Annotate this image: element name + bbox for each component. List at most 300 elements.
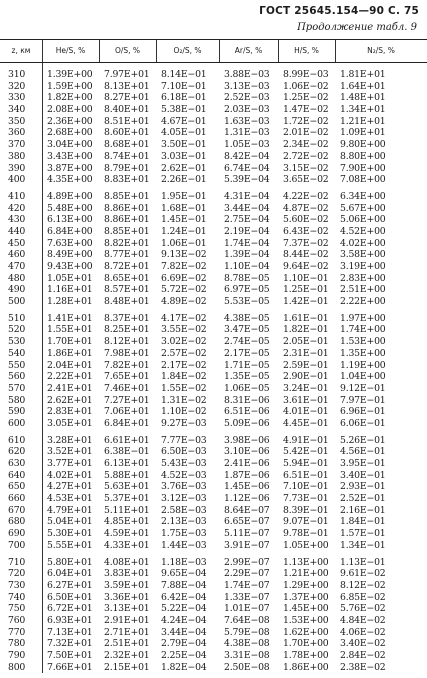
altitude-cell: 670 (8, 504, 26, 516)
altitude-cell: 350 (8, 115, 26, 127)
value-cell: 2.99E−07 (224, 556, 270, 568)
value-cell: 6.51E−06 (224, 406, 270, 418)
value-cell: 2.36E+00 (47, 115, 93, 127)
value-cell: 2.29E−07 (224, 568, 270, 580)
value-cell: 1.78E+00 (283, 650, 329, 661)
row-group (0, 313, 427, 430)
value-cell: 1.19E+00 (340, 359, 386, 371)
value-cell: 9.64E−02 (283, 261, 329, 272)
value-cell: 2.52E−01 (340, 493, 386, 505)
table-row (0, 226, 427, 238)
value-cell: 8.79E+01 (104, 162, 150, 174)
value-cell: 7.64E−08 (224, 614, 270, 626)
value-cell: 7.46E+01 (104, 382, 150, 394)
row-group (0, 69, 427, 186)
altitude-cell: 330 (8, 92, 26, 104)
altitude-cell: 700 (8, 539, 26, 551)
value-cell: 6.06E−01 (340, 417, 386, 429)
value-cell: 8.64E−07 (224, 504, 270, 516)
table-row (0, 92, 427, 104)
value-cell: 3.95E−01 (340, 458, 386, 469)
table-row (0, 516, 427, 528)
value-cell: 2.22E+01 (47, 371, 93, 383)
altitude-cell: 340 (8, 104, 26, 116)
table-row (0, 203, 427, 215)
value-cell: 3.10E−06 (224, 446, 270, 458)
value-cell: 2.17E−05 (224, 347, 270, 359)
value-cell: 4.67E−01 (161, 115, 207, 127)
value-cell: 1.35E+00 (340, 347, 386, 359)
table-row (0, 603, 427, 615)
value-cell: 4.87E−02 (283, 202, 329, 214)
value-cell: 8.27E+01 (104, 92, 150, 104)
value-cell: 1.05E+00 (283, 539, 329, 551)
value-cell: 1.12E−06 (224, 493, 270, 505)
altitude-cell: 550 (8, 359, 26, 371)
table-row (0, 557, 427, 569)
value-cell: 1.25E−02 (283, 92, 329, 104)
value-cell: 7.37E−02 (283, 237, 329, 249)
col-header-altitude: z, км (11, 46, 31, 55)
value-cell: 1.06E−02 (283, 80, 329, 92)
table-row (0, 139, 427, 151)
altitude-cell: 430 (8, 214, 26, 226)
value-cell: 9.27E−03 (161, 417, 207, 429)
value-cell: 8.14E−01 (161, 69, 207, 80)
value-cell: 7.82E−02 (161, 261, 207, 272)
value-cell: 7.10E−01 (161, 80, 207, 92)
value-cell: 2.26E−01 (161, 174, 207, 186)
value-cell: 2.51E+00 (340, 284, 386, 296)
value-cell: 3.91E−07 (224, 539, 270, 551)
value-cell: 7.50E+01 (47, 650, 93, 661)
value-cell: 1.31E−03 (224, 127, 270, 139)
table-row (0, 493, 427, 505)
value-cell: 2.08E+00 (47, 104, 93, 116)
altitude-cell: 760 (8, 614, 26, 626)
value-cell: 3.31E−08 (224, 650, 270, 661)
value-cell: 2.83E+00 (340, 272, 386, 284)
value-cell: 8.48E+01 (104, 296, 150, 308)
table-row (0, 336, 427, 348)
value-cell: 5.55E+01 (47, 539, 93, 551)
table-row (0, 446, 427, 458)
value-cell: 8.86E+01 (104, 202, 150, 214)
value-cell: 2.90E−01 (283, 371, 329, 383)
value-cell: 6.18E−01 (161, 92, 207, 104)
value-cell: 1.29E+00 (283, 579, 329, 591)
value-cell: 5.30E+01 (47, 528, 93, 540)
value-cell: 2.41E−06 (224, 458, 270, 469)
value-cell: 2.04E+01 (47, 359, 93, 371)
value-cell: 4.56E−01 (340, 446, 386, 458)
altitude-cell: 420 (8, 202, 26, 214)
value-cell: 3.44E−04 (224, 202, 270, 214)
altitude-cell: 540 (8, 347, 26, 359)
value-cell: 1.59E+00 (47, 80, 93, 92)
altitude-cell: 510 (8, 312, 26, 324)
value-cell: 1.04E+00 (340, 371, 386, 383)
value-cell: 8.65E+01 (104, 272, 150, 284)
value-cell: 4.52E+00 (340, 225, 386, 237)
altitude-cell: 690 (8, 528, 26, 540)
value-cell: 8.31E−06 (224, 394, 270, 406)
value-cell: 7.66E+01 (47, 661, 93, 673)
value-cell: 1.74E−04 (224, 237, 270, 249)
value-cell: 2.79E−04 (161, 638, 207, 650)
value-cell: 8.72E+01 (104, 261, 150, 272)
value-cell: 9.61E−02 (340, 568, 386, 580)
value-cell: 1.16E+01 (47, 284, 93, 296)
value-cell: 1.18E−03 (161, 556, 207, 568)
value-cell: 1.10E−04 (224, 261, 270, 272)
altitude-cell: 450 (8, 237, 26, 249)
table-row (0, 568, 427, 580)
value-cell: 7.65E+01 (104, 371, 150, 383)
value-cell: 6.65E−07 (224, 516, 270, 528)
table-row (0, 163, 427, 175)
value-cell: 1.62E+00 (283, 626, 329, 638)
value-cell: 7.63E+00 (47, 237, 93, 249)
value-cell: 8.40E+01 (104, 104, 150, 116)
value-cell: 3.28E+01 (47, 434, 93, 446)
altitude-cell: 570 (8, 382, 26, 394)
value-cell: 2.62E+01 (47, 394, 93, 406)
value-cell: 8.39E−01 (283, 504, 329, 516)
row-group (0, 435, 427, 552)
value-cell: 2.51E+01 (104, 638, 150, 650)
value-cell: 1.41E+01 (47, 312, 93, 324)
value-cell: 4.91E−01 (283, 434, 329, 446)
value-cell: 1.05E+01 (47, 272, 93, 284)
value-cell: 2.03E−03 (224, 104, 270, 116)
value-cell: 3.47E−05 (224, 324, 270, 336)
altitude-cell: 680 (8, 516, 26, 528)
table-header (0, 39, 427, 63)
altitude-cell: 600 (8, 417, 26, 429)
value-cell: 5.72E−02 (161, 284, 207, 296)
value-cell: 1.34E+01 (340, 104, 386, 116)
value-cell: 1.74E−07 (224, 579, 270, 591)
value-cell: 2.83E+01 (47, 406, 93, 418)
altitude-cell: 630 (8, 458, 26, 469)
value-cell: 1.53E+00 (340, 336, 386, 348)
value-cell: 1.68E−01 (161, 202, 207, 214)
value-cell: 6.13E+01 (104, 458, 150, 469)
value-cell: 2.31E−01 (283, 347, 329, 359)
value-cell: 4.33E+01 (104, 539, 150, 551)
table-row (0, 296, 427, 308)
table-row (0, 627, 427, 639)
altitude-cell: 500 (8, 296, 26, 308)
value-cell: 6.50E+01 (47, 591, 93, 603)
altitude-cell: 440 (8, 225, 26, 237)
value-cell: 6.93E+01 (47, 614, 93, 626)
value-cell: 7.90E+00 (340, 162, 386, 174)
value-cell: 6.42E−04 (161, 591, 207, 603)
value-cell: 2.19E−04 (224, 225, 270, 237)
value-cell: 1.34E−01 (340, 539, 386, 551)
value-cell: 3.58E+00 (340, 249, 386, 261)
table-row (0, 360, 427, 372)
col-header-h: H/S, % (294, 46, 319, 55)
value-cell: 4.79E+01 (47, 504, 93, 516)
value-cell: 7.97E+01 (104, 69, 150, 80)
value-cell: 1.39E−04 (224, 249, 270, 261)
row-group (0, 557, 427, 674)
value-cell: 1.06E−01 (161, 237, 207, 249)
value-cell: 6.96E−01 (340, 406, 386, 418)
altitude-cell: 370 (8, 139, 26, 151)
value-cell: 6.97E−05 (224, 284, 270, 296)
value-cell: 3.88E−03 (224, 69, 270, 80)
value-cell: 2.17E−02 (161, 359, 207, 371)
value-cell: 8.82E+01 (104, 237, 150, 249)
value-cell: 9.13E−02 (161, 249, 207, 261)
value-cell: 6.61E+01 (104, 434, 150, 446)
table-row (0, 615, 427, 627)
value-cell: 9.12E−01 (340, 382, 386, 394)
value-cell: 6.69E−02 (161, 272, 207, 284)
value-cell: 2.58E−03 (161, 504, 207, 516)
value-cell: 1.97E+00 (340, 312, 386, 324)
table-row (0, 116, 427, 128)
value-cell: 4.01E−01 (283, 406, 329, 418)
value-cell: 6.04E+01 (47, 568, 93, 580)
value-cell: 3.55E−02 (161, 324, 207, 336)
table-row (0, 481, 427, 493)
value-cell: 7.73E−01 (283, 493, 329, 505)
table-row (0, 348, 427, 360)
value-cell: 1.06E−05 (224, 382, 270, 394)
value-cell: 2.84E−02 (340, 650, 386, 661)
value-cell: 4.35E+00 (47, 174, 93, 186)
value-cell: 5.63E+01 (104, 481, 150, 493)
value-cell: 1.61E−01 (283, 312, 329, 324)
value-cell: 1.53E+00 (283, 614, 329, 626)
value-cell: 8.86E+01 (104, 214, 150, 226)
table-row (0, 505, 427, 517)
value-cell: 1.44E−03 (161, 539, 207, 551)
value-cell: 6.85E−02 (340, 591, 386, 603)
table-row (0, 261, 427, 273)
value-cell: 1.45E−01 (161, 214, 207, 226)
value-cell: 7.10E−01 (283, 481, 329, 493)
value-cell: 2.57E−02 (161, 347, 207, 359)
value-cell: 4.53E+01 (47, 493, 93, 505)
value-cell: 8.12E+01 (104, 336, 150, 348)
value-cell: 5.67E+00 (340, 202, 386, 214)
value-cell: 3.43E+00 (47, 150, 93, 162)
table-row (0, 395, 427, 407)
value-cell: 2.72E−02 (283, 150, 329, 162)
table-row (0, 238, 427, 250)
value-cell: 1.10E−02 (161, 406, 207, 418)
value-cell: 5.60E−02 (283, 214, 329, 226)
value-cell: 4.84E−02 (340, 614, 386, 626)
value-cell: 4.38E−05 (224, 312, 270, 324)
row-group (0, 191, 427, 308)
value-cell: 2.38E−02 (340, 661, 386, 673)
value-cell: 8.60E+01 (104, 127, 150, 139)
value-cell: 1.28E+01 (47, 296, 93, 308)
value-cell: 1.48E+01 (340, 92, 386, 104)
value-cell: 1.86E+01 (47, 347, 93, 359)
value-cell: 6.74E−04 (224, 162, 270, 174)
value-cell: 4.24E−04 (161, 614, 207, 626)
value-cell: 3.77E+01 (47, 458, 93, 469)
table-row (0, 284, 427, 296)
col-header-o2: O₂/S, % (173, 46, 202, 55)
value-cell: 4.89E−02 (161, 296, 207, 308)
value-cell: 8.57E+01 (104, 284, 150, 296)
value-cell: 3.44E−04 (161, 626, 207, 638)
value-cell: 7.32E+01 (47, 638, 93, 650)
value-cell: 3.13E−03 (224, 80, 270, 92)
value-cell: 2.41E+01 (47, 382, 93, 394)
value-cell: 1.75E−03 (161, 528, 207, 540)
value-cell: 2.22E+00 (340, 296, 386, 308)
value-cell: 3.65E−02 (283, 174, 329, 186)
value-cell: 2.59E−01 (283, 359, 329, 371)
value-cell: 3.04E+00 (47, 139, 93, 151)
value-cell: 2.71E+01 (104, 626, 150, 638)
value-cell: 2.75E−04 (224, 214, 270, 226)
table-row (0, 580, 427, 592)
altitude-cell: 410 (8, 190, 26, 202)
value-cell: 6.34E+00 (340, 190, 386, 202)
value-cell: 1.24E−01 (161, 225, 207, 237)
value-cell: 8.44E−02 (283, 249, 329, 261)
value-cell: 7.13E+01 (47, 626, 93, 638)
value-cell: 9.78E−01 (283, 528, 329, 540)
table-row (0, 638, 427, 650)
value-cell: 3.40E−02 (340, 638, 386, 650)
value-cell: 4.08E+01 (104, 556, 150, 568)
value-cell: 1.82E−01 (283, 324, 329, 336)
altitude-cell: 590 (8, 406, 26, 418)
value-cell: 8.42E−04 (224, 150, 270, 162)
value-cell: 2.34E−02 (283, 139, 329, 151)
value-cell: 3.76E−03 (161, 481, 207, 493)
value-cell: 8.85E+01 (104, 190, 150, 202)
value-cell: 3.02E−02 (161, 336, 207, 348)
value-cell: 2.93E−01 (340, 481, 386, 493)
table-row (0, 151, 427, 163)
value-cell: 5.38E−01 (161, 104, 207, 116)
value-cell: 4.06E−02 (340, 626, 386, 638)
altitude-cell: 640 (8, 469, 26, 481)
table-row (0, 592, 427, 604)
table-row (0, 540, 427, 552)
table-body (0, 63, 427, 673)
value-cell: 4.45E−01 (283, 417, 329, 429)
altitude-cell: 610 (8, 434, 26, 446)
altitude-cell: 490 (8, 284, 26, 296)
value-cell: 2.25E−04 (161, 650, 207, 661)
altitude-cell: 460 (8, 249, 26, 261)
table-row (0, 214, 427, 226)
value-cell: 7.27E+01 (104, 394, 150, 406)
value-cell: 5.22E−04 (161, 603, 207, 615)
value-cell: 7.97E−01 (340, 394, 386, 406)
table-row (0, 313, 427, 325)
value-cell: 1.25E−01 (283, 284, 329, 296)
value-cell: 4.89E+00 (47, 190, 93, 202)
value-cell: 2.62E−01 (161, 162, 207, 174)
page-header: ГОСТ 25645.154—90 С. 75 (259, 5, 419, 17)
value-cell: 3.83E+01 (104, 568, 150, 580)
value-cell: 1.57E−01 (340, 528, 386, 540)
value-cell: 1.47E−02 (283, 104, 329, 116)
altitude-cell: 520 (8, 324, 26, 336)
value-cell: 1.10E−01 (283, 272, 329, 284)
table-row (0, 458, 427, 470)
altitude-cell: 720 (8, 568, 26, 580)
table-row (0, 324, 427, 336)
table-row (0, 650, 427, 662)
value-cell: 1.39E+00 (47, 69, 93, 80)
value-cell: 5.88E+01 (104, 469, 150, 481)
value-cell: 6.43E−02 (283, 225, 329, 237)
value-cell: 1.70E+00 (283, 638, 329, 650)
value-cell: 4.02E+00 (340, 237, 386, 249)
table-row (0, 69, 427, 81)
value-cell: 2.68E+00 (47, 127, 93, 139)
altitude-cell: 360 (8, 127, 26, 139)
value-cell: 4.59E+01 (104, 528, 150, 540)
table-row (0, 662, 427, 674)
value-cell: 5.80E+01 (47, 556, 93, 568)
value-cell: 1.70E+01 (47, 336, 93, 348)
value-cell: 6.38E−01 (104, 446, 150, 458)
value-cell: 7.82E+01 (104, 359, 150, 371)
value-cell: 8.51E+01 (104, 115, 150, 127)
value-cell: 7.77E−03 (161, 434, 207, 446)
value-cell: 7.88E−04 (161, 579, 207, 591)
value-cell: 8.99E−03 (283, 69, 329, 80)
altitude-cell: 750 (8, 603, 26, 615)
altitude-cell: 710 (8, 556, 26, 568)
table-row (0, 418, 427, 430)
altitude-cell: 620 (8, 446, 26, 458)
value-cell: 3.03E−01 (161, 150, 207, 162)
value-cell: 2.91E+01 (104, 614, 150, 626)
value-cell: 5.06E+00 (340, 214, 386, 226)
value-cell: 6.84E+00 (47, 225, 93, 237)
value-cell: 1.81E+01 (340, 69, 386, 80)
value-cell: 1.82E+00 (47, 92, 93, 104)
value-cell: 4.38E−08 (224, 638, 270, 650)
value-cell: 9.07E−01 (283, 516, 329, 528)
table-row (0, 174, 427, 186)
value-cell: 5.39E−04 (224, 174, 270, 186)
value-cell: 3.36E+01 (104, 591, 150, 603)
value-cell: 5.94E−01 (283, 458, 329, 469)
value-cell: 5.42E−01 (283, 446, 329, 458)
value-cell: 3.52E+01 (47, 446, 93, 458)
value-cell: 8.78E−05 (224, 272, 270, 284)
value-cell: 3.15E−02 (283, 162, 329, 174)
altitude-cell: 580 (8, 394, 26, 406)
value-cell: 5.76E−02 (340, 603, 386, 615)
altitude-cell: 790 (8, 650, 26, 661)
value-cell: 5.53E−05 (224, 296, 270, 308)
altitude-cell: 310 (8, 69, 26, 80)
value-cell: 8.74E+01 (104, 150, 150, 162)
col-header-n2: N₂/S, % (367, 46, 395, 55)
value-cell: 4.02E+01 (47, 469, 93, 481)
